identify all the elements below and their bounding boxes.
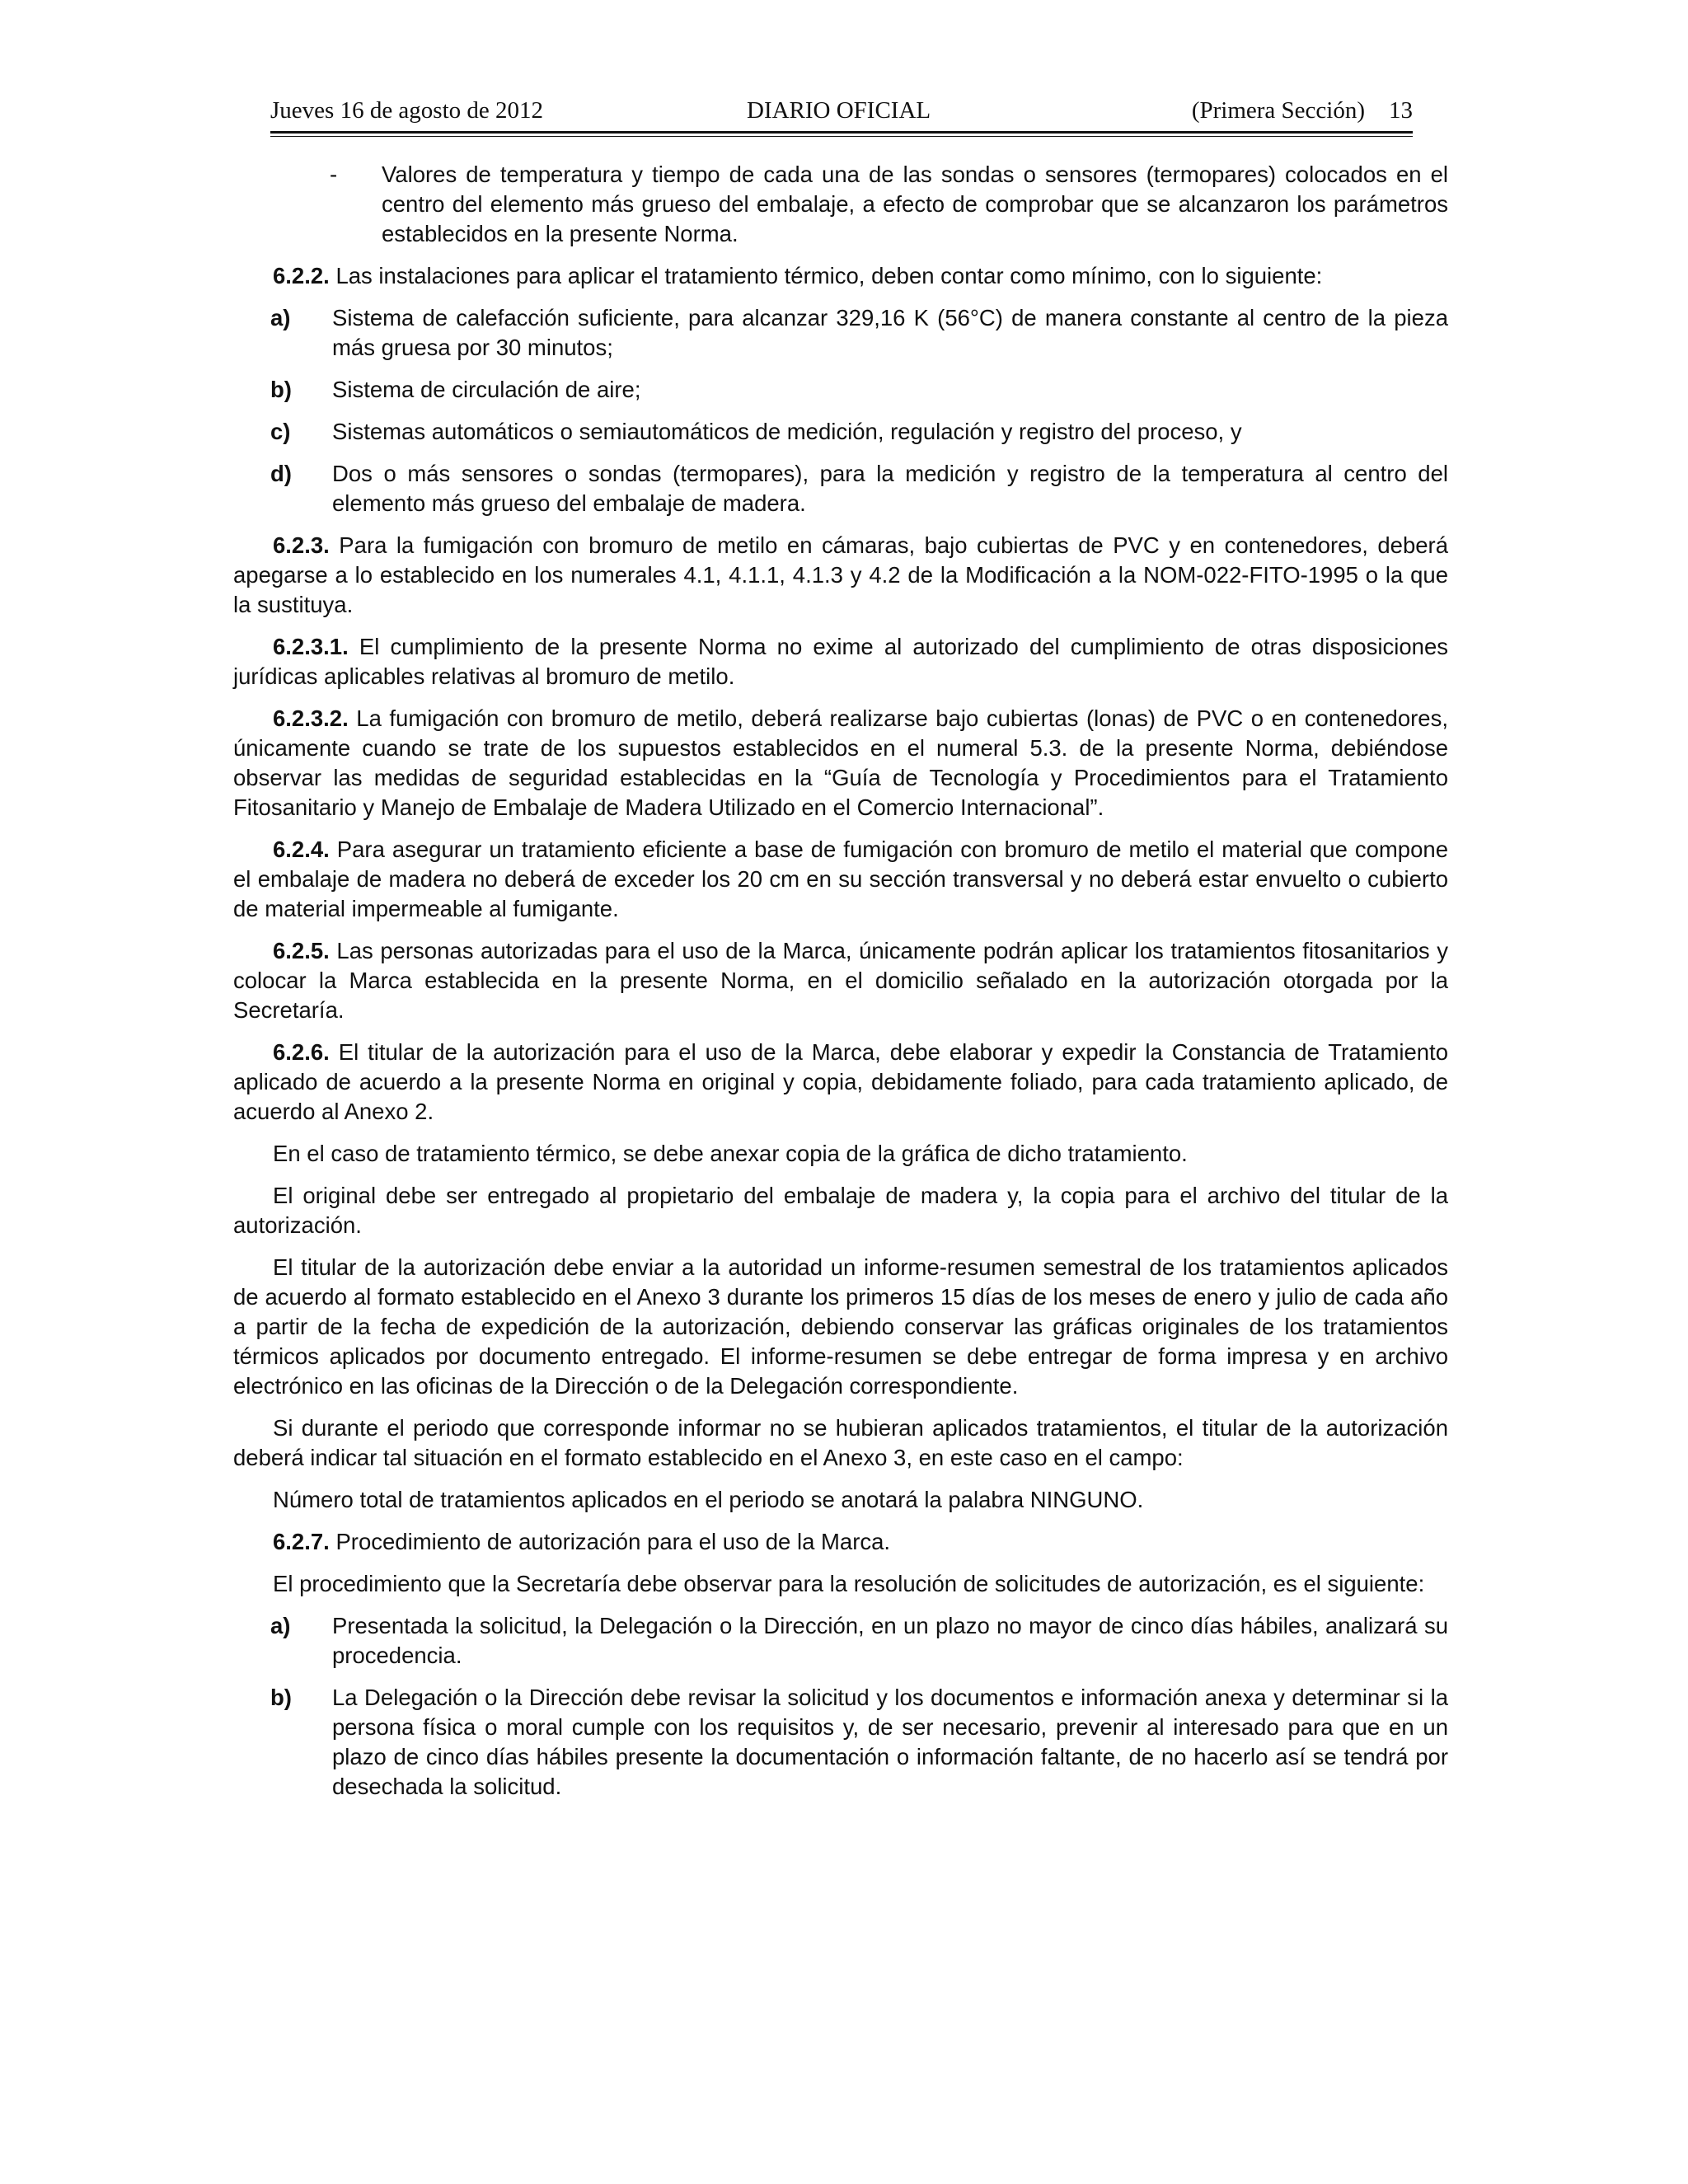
dash-marker: - [330,162,338,187]
section-text: El cumplimiento de la presente Norma no exime al autorizado del cumplimiento de otras disposiciones jurídicas aplicables relativas al bromuro de metilo. [233,634,1448,689]
section-number: 6.2.3.1. [273,634,349,659]
list-item [233,1683,1448,1802]
section-text: Las personas autorizadas para el uso de la Marca, únicamente podrán aplicar los tratamientos fitosanitarios y colocar la Marca establecida en la presente Norma, en el domicilio señalado en la autorización otorgada por la Secretaría. [233,938,1448,1023]
list-item [233,417,1448,447]
section-6-2-5 [233,936,1448,1025]
header-rule-thin [270,136,1413,137]
paragraph-grafica: En el caso de tratamiento térmico, se debe anexar copia de la gráfica de dicho tratamiento. [273,1141,1188,1166]
section-text: Para la fumigación con bromuro de metilo en cámaras, bajo cubiertas de PVC y en contenedores, deberá apegarse a lo establecido en los numerales 4.1, 4.1.1, 4.1.3 y 4.2 de la Modificación a la NOM-022-FITO-1995 o la que la sustituya. [233,532,1448,617]
section-6-2-2 [233,261,1448,291]
list-item-text: Sistema de calefacción suficiente, para alcanzar 329,16 K (56°C) de manera constante al centro de la pieza más gruesa por 30 minutos; [332,305,1448,360]
header-publication: DIARIO OFICIAL [747,97,931,124]
header-section-page [1192,97,1413,124]
section-6-2-7 [233,1527,1448,1557]
section-text: Para asegurar un tratamiento eficiente a base de fumigación con bromuro de metilo el material que compone el embalaje de madera no deberá de exceder los 20 cm en su sección transversal y no deberá estar envuelto o cubierto de material impermeable al fumigante. [233,837,1448,921]
header-page-number: 13 [1389,97,1413,124]
section-number: 6.2.7. [273,1529,330,1554]
paragraph-periodo: Si durante el periodo que corresponde informar no se hubieran aplicados tratamientos, el titular de la autorización deberá indicar tal situación en el formato establecido en el Anexo 3, en este caso en el campo: [233,1415,1448,1470]
section-6-2-6 [233,1038,1448,1127]
section-number: 6.2.4. [273,837,330,862]
section-number: 6.2.5. [273,938,330,963]
dash-item-text: Valores de temperatura y tiempo de cada una de las sondas o sensores (termopares) colocados en el centro del elemento más grueso del embalaje, a efecto de comprobar que se alcanzaron los parámetros establecidos en la presente Norma. [382,162,1448,246]
section-text: Las instalaciones para aplicar el tratamiento térmico, deben contar como mínimo, con lo siguiente: [329,263,1323,288]
section-6-2-3 [233,531,1448,620]
paragraph-procedimiento: El procedimiento que la Secretaría debe observar para la resolución de solicitudes de autorización, es el siguiente: [273,1571,1425,1596]
list-item-text: Dos o más sensores o sondas (termopares), para la medición y registro de la temperatura al centro del elemento más grueso del embalaje de madera. [332,461,1448,516]
header-rule-thick [270,131,1413,134]
section-number: 6.2.6. [273,1039,330,1065]
header-date: Jueves 16 de agosto de 2012 [270,97,544,124]
list-item [233,375,1448,405]
list-item-text: Presentada la solicitud, la Delegación o la Dirección, en un plazo no mayor de cinco días hábiles, analizará su procedencia. [332,1613,1448,1668]
section-text: La fumigación con bromuro de metilo, deberá realizarse bajo cubiertas (lonas) de PVC o en contenedores, únicamente cuando se trate de los supuestos establecidos en el numeral 5.3. de la presente Norma, debiéndose observar las medidas de seguridad establecidas en la “Guía de Tecnología y Procedimientos para el Tratamiento Fitosanitario y Manejo de Embalaje de Madera Utilizado en el Comercio Internacional”. [233,705,1448,820]
section-6-2-4 [233,835,1448,924]
document-body [233,160,1448,1814]
list-item-label: b) [270,377,292,402]
list-item-text: Sistemas automáticos o semiautomáticos de medición, regulación y registro del proceso, y [332,419,1242,444]
list-item-label: b) [270,1685,292,1710]
paragraph-informe: El titular de la autorización debe enviar a la autoridad un informe-resumen semestral de los tratamientos aplicados de acuerdo al formato establecido en el Anexo 3 durante los primeros 15 días de los meses de enero y julio de cada año a partir de la fecha de expedición de la autorización, debiendo conservar las gráficas originales de los tratamientos térmicos aplicados por documento entregado. El informe-resumen se debe entregar de forma impresa y en archivo electrónico en las oficinas de la Dirección o de la Delegación correspondiente. [233,1254,1448,1399]
section-text: Procedimiento de autorización para el uso de la Marca. [329,1529,891,1554]
list-item-text: Sistema de circulación de aire; [332,377,641,402]
list-item-label: a) [270,1613,291,1638]
list-item [233,303,1448,363]
list-item [233,1611,1448,1671]
section-6-2-3-1 [233,632,1448,691]
list-item-text: La Delegación o la Dirección debe revisar la solicitud y los documentos e información anexa y determinar si la persona física o moral cumple con los requisitos y, de ser necesario, prevenir al interesado para que en un plazo de cinco días hábiles presente la documentación o información faltante, de no hacerlo así se tendrá por desechada la solicitud. [332,1685,1448,1799]
list-item-label: d) [270,461,292,486]
paragraph-original: El original debe ser entregado al propietario del embalaje de madera y, la copia para el archivo del titular de la autorización. [233,1183,1448,1238]
list-item [233,459,1448,518]
dash-list-item [233,160,1448,249]
list-item-label: c) [270,419,291,444]
section-number: 6.2.2. [273,263,330,288]
paragraph-ninguno: Número total de tratamientos aplicados en el periodo se anotará la palabra NINGUNO. [273,1487,1144,1512]
page-header [270,97,1413,130]
section-number: 6.2.3.2. [273,705,349,731]
section-number: 6.2.3. [273,532,330,558]
header-section: (Primera Sección) [1191,97,1365,124]
list-item-label: a) [270,305,291,330]
section-text: El titular de la autorización para el uso de la Marca, debe elaborar y expedir la Constancia de Tratamiento aplicado de acuerdo a la presente Norma en original y copia, debidamente foliado, para cada tratamiento aplicado, de acuerdo al Anexo 2. [233,1039,1448,1124]
section-6-2-3-2 [233,704,1448,823]
